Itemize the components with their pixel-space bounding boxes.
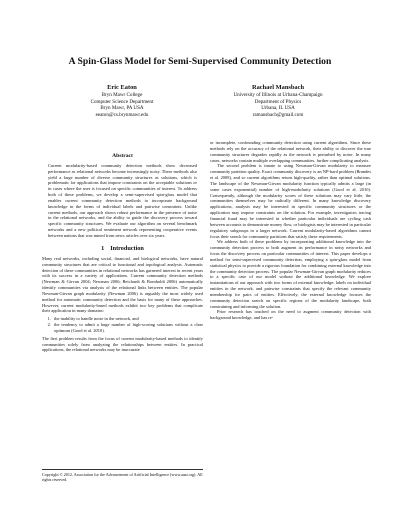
intro-paragraph-5: We address both of these problems by incorporating additional knowledge into the community detection process to both augment its performance in noisy networks and focus the discovery process on particular communities of interest. This paper develops a method for semi-supervised community detection, employing a spin-glass model from statistical physics to provide a rigorous foundation for combining external knowledge into the community detection process. The popular Newman-Girvan graph modularity reduces to a specific case of our model without the additional knowledge. We explore instantiations of our approach with two forms of external knowledge: labels on individual entities in the network, and pairwise constraints that specify the relevant community membership for pairs of entities. Effectively, the external knowledge focuses the community detection search on specific regions of the modularity landscape, both constraining and informing the solution. — [210, 239, 371, 309]
list-item-number: 1. — [47, 316, 51, 322]
author-affiliation: Bryn Mawr College — [101, 92, 143, 98]
author-block-mansbach — [203, 84, 353, 118]
problem-list — [42, 316, 203, 334]
author-location: Bryn Mawr, PA USA — [100, 105, 144, 112]
copyright-footnote: Copyright © 2012, Association for the Advancement of Artificial Intelligence (www.aaai.org). All rights reserved. — [42, 469, 203, 483]
intro-paragraph-3: or incomplete, confounding community detection using current algorithms. Since these methods rely on the accuracy of the relational network, their ability to discover the true community structures degrades rapidly as the network is perturbed by noise. In many cases, networks contain multiple overlapping communities, further complicating analysis. — [210, 140, 371, 163]
list-item — [42, 322, 203, 334]
author-email: eeaton@cs.brynmawr.edu — [95, 111, 149, 118]
left-column — [42, 154, 203, 353]
intro-paragraph-4: The second problem is innate to using Newman-Girvan modularity to measure community partition quality. Exact community discovery is an NP-hard problem (Brandes et al. 2008), and so current algorithms return high-quality, rather than optimal solutions. The landscape of the Newman-Girvan modularity function typically admits a large (in some cases exponential) number of high-modularity solutions (Good et al. 2010). Consequently, although the modularity scores of these solutions may vary little, the communities themselves may be radically different. In many knowledge discovery applications, analysts may be interested in specific community structures or the application may impose constraints on the solution. For example, investigators tracing financial fraud may be interested in whether particular individuals are cycling cash between accounts to demonstrate money flow, or biologists may be interested in particular regulatory subgroups in a larger network. Current modularity-based algorithms cannot focus their search for community partitions that satisfy these requirements. — [210, 163, 371, 239]
intro-paragraph-2: The first problem results from the focus of current modularity-based methods to identify communities solely from analyzing the relationships between entities. In practical applications, the relational networks may be inaccurate — [42, 335, 203, 353]
right-column — [210, 140, 371, 321]
author-department: Department of Physics — [254, 98, 302, 105]
list-item-text: the inability to handle noise in the network, and — [54, 316, 139, 322]
abstract-heading: Abstract — [112, 153, 133, 159]
author-email: ramansbach@gmail.com — [252, 111, 304, 118]
intro-paragraph-6: Prior research has touched on the need to augment community detection with background knowledge, and has re- — [210, 309, 371, 321]
author-department: Computer Science Department — [90, 98, 154, 105]
list-item-number: 2. — [47, 322, 51, 328]
intro-paragraph-1: Many real networks, including social, financial, and biological networks, have natural community structures that are critical to functional and topological analysis. Automatic detection of these communities in relational networks has garnered interest in recent years with its success in a variety of applications. Current community detection methods (Newman & Girvan 2004; Newman 2006; Reichardt & Bornholdt 2006) automatically identify communities via analysis of the relational links between entities. The popular Newman-Girvan graph modularity (Newman 2006) is arguably the most widely used method for automatic community detection and the basis for many of these approaches. However, current modularity-based methods exhibit two key problems that complicate their application in many domains: — [42, 255, 203, 314]
section-title: Introduction — [110, 244, 144, 252]
paper-title: A Spin-Glass Model for Semi-Supervised Community Detection — [68, 56, 332, 67]
abstract-text: Current modularity-based community detection methods show decreased performance as relational networks become increasingly noisy. These methods also yield a large number of diverse community structures as solutions, which is problematic for applications that impose constraints on the acceptable solutions or in cases where the user is focused on specific communities of interest. To address both of these problems, we develop a semi-supervised spin-glass model that enables current community detection methods to incorporate background knowledge in the forms of individual labels and pairwise constraints. Unlike current methods, our approach shows robust performance in the presence of noise in the relational networks, and the ability to guide the discovery process toward specific community structures. We evaluate our algorithm on several benchmark networks and a new political sentiment network representing cooperative events between nations that was mined from news articles over six years. — [48, 162, 197, 238]
list-item-text: the tendency to admit a large number of high-scoring solutions without a clear optimum (Good et al. 2010). — [54, 322, 203, 333]
author-name: Rachael Mansbach — [251, 84, 304, 91]
section-heading-introduction — [42, 245, 203, 253]
author-affiliation: University of Illinois at Urbana-Champaign — [233, 92, 323, 98]
author-block-eaton — [47, 84, 197, 118]
author-name: Eric Eaton — [107, 84, 137, 91]
section-number: 1 — [101, 244, 105, 252]
author-location: Urbana, IL USA — [261, 105, 295, 112]
